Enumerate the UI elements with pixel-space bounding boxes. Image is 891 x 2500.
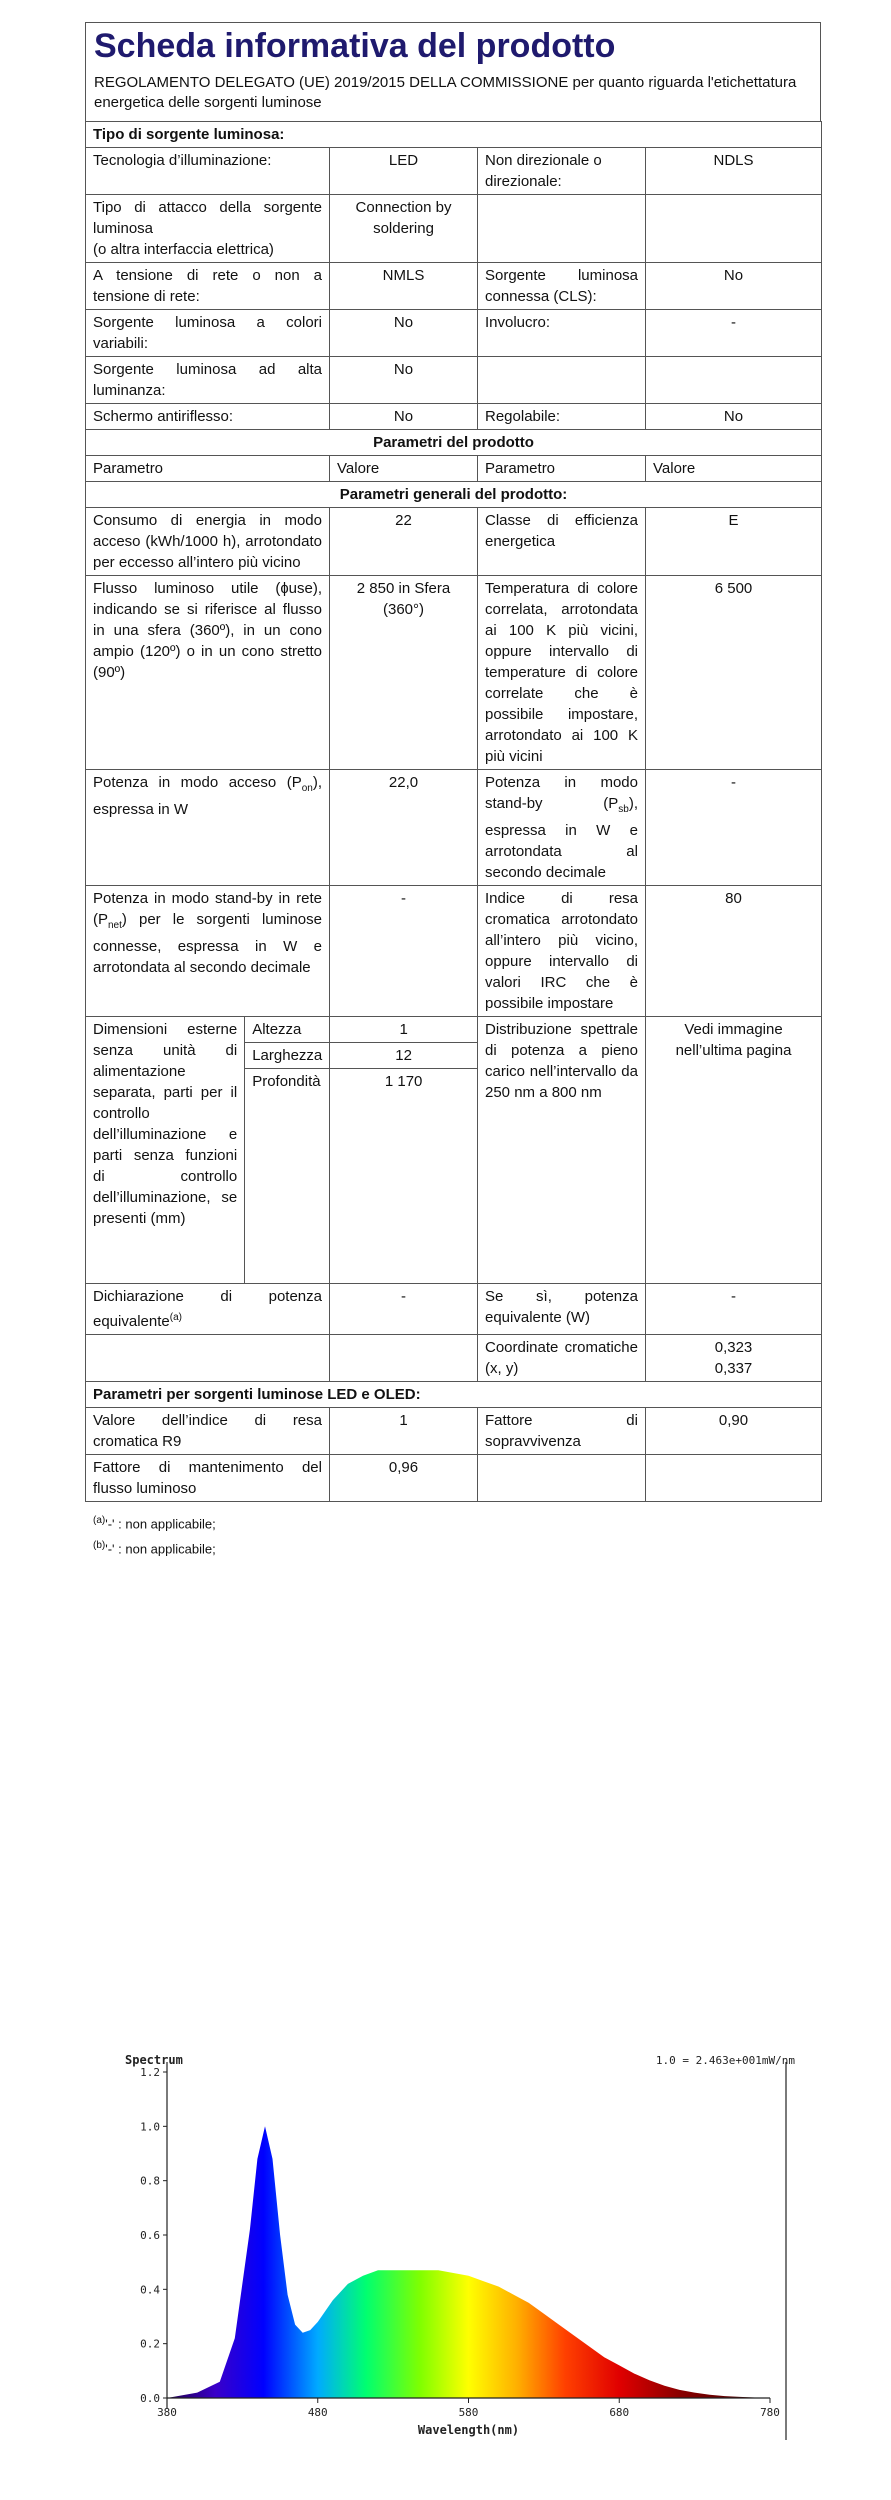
- x-tick-label: 680: [609, 2406, 630, 2419]
- footnote: [93, 1535, 821, 1560]
- section-row: [86, 482, 822, 508]
- param-label: Involucro:: [478, 310, 646, 357]
- param-label: [86, 886, 330, 1017]
- param-value: 22: [330, 508, 478, 576]
- param-label-note: (o altra interfaccia elettrica): [93, 241, 274, 258]
- param-value: -: [330, 886, 478, 1017]
- table-row: [86, 148, 822, 195]
- param-value: [646, 195, 822, 263]
- param-value: [646, 357, 822, 404]
- dimension-name: Profondità: [252, 1073, 321, 1090]
- param-value: No: [646, 263, 822, 310]
- param-label: Indice di resa cromatica arrotondato all’intero più vicino, oppure intervallo di valori IRC che è possibile impostare: [478, 886, 646, 1017]
- empty-cell: [646, 1455, 822, 1502]
- table-row: [86, 770, 822, 886]
- param-label: [478, 195, 646, 263]
- empty-cell: [478, 1455, 646, 1502]
- section-heading: Parametri del prodotto: [86, 430, 822, 456]
- section-heading: Parametri generali del prodotto:: [86, 482, 822, 508]
- column-header: Parametro: [478, 456, 646, 482]
- label-text: Potenza in modo stand-by (P: [485, 774, 638, 812]
- table-row: [86, 886, 822, 1017]
- table-row: [86, 1284, 822, 1335]
- regulation-subtitle: REGOLAMENTO DELEGATO (UE) 2019/2015 DELLA COMMISSIONE per quanto riguarda l'etichettatura energetica delle sorgenti luminose: [94, 74, 797, 111]
- footnote-ref: (a): [169, 1312, 182, 1323]
- column-header: Valore: [330, 456, 478, 482]
- param-label-main: Tipo di attacco della sorgente luminosa: [93, 199, 322, 237]
- param-value: Vedi immagine nell’ultima pagina: [646, 1017, 822, 1284]
- param-value: Connection by soldering: [330, 195, 478, 263]
- dimension-name: Altezza: [245, 1017, 330, 1043]
- section-heading: Parametri per sorgenti luminose LED e OLED:: [86, 1382, 822, 1408]
- param-value: 1: [330, 1408, 478, 1455]
- param-label: A tensione di rete o non a tensione di rete:: [86, 263, 330, 310]
- product-sheet: [85, 22, 821, 1561]
- param-value: -: [646, 310, 822, 357]
- page-title: Scheda informativa del prodotto: [94, 27, 616, 65]
- empty-cell: [330, 1335, 478, 1382]
- column-header-row: [86, 456, 822, 482]
- table-row: [86, 310, 822, 357]
- dimension-value: 1: [330, 1017, 477, 1043]
- param-label: Classe di efficienza energetica: [478, 508, 646, 576]
- param-label: Non direzionale o direzionale:: [478, 148, 646, 195]
- param-label: Sorgente luminosa ad alta luminanza:: [86, 357, 330, 404]
- param-value: -: [646, 770, 822, 886]
- param-value: 80: [646, 886, 822, 1017]
- param-label: Se sì, potenza equivalente (W): [478, 1284, 646, 1335]
- label-text: Dichiarazione di potenza equivalente: [93, 1288, 322, 1330]
- param-label: [86, 1284, 330, 1335]
- section-row: [86, 122, 822, 148]
- label-text: Potenza in modo acceso (P: [93, 774, 302, 791]
- table-row: [86, 357, 822, 404]
- table-row: [86, 1335, 822, 1382]
- y-tick-label: 1.0: [140, 2120, 160, 2134]
- table-row: [86, 195, 822, 263]
- chart-layer: [125, 2053, 795, 2440]
- chart-title: Spectrum: [125, 2053, 183, 2067]
- param-value: 0,96: [330, 1455, 478, 1502]
- table-row: [86, 404, 822, 430]
- param-value: E: [646, 508, 822, 576]
- spectrum-svg: [117, 2040, 803, 2440]
- x-tick-label: 380: [157, 2406, 177, 2419]
- param-label: Fattore di mantenimento del flusso luminoso: [86, 1455, 330, 1502]
- footnote-mark: (b): [93, 1540, 106, 1552]
- chroma-x: 0,323: [714, 1339, 753, 1356]
- spectrum-chart: [117, 2040, 803, 2440]
- param-label: Temperatura di colore correlata, arrotondata ai 100 K più vicini, oppure intervallo di temperature di colore correlate che è possibile impostare, arrotondato ai 100 K più vicini: [478, 576, 646, 770]
- chroma-y: 0,337: [714, 1360, 753, 1377]
- param-value: -: [646, 1284, 822, 1335]
- scale-note: 1.0 = 2.463e+001mW/nm: [655, 2054, 795, 2067]
- param-value: 0,90: [646, 1408, 822, 1455]
- param-label: [478, 357, 646, 404]
- footnote: [93, 1510, 821, 1535]
- param-value: 22,0: [330, 770, 478, 886]
- column-header: Valore: [646, 456, 822, 482]
- footnotes: [85, 1510, 821, 1561]
- param-value: No: [646, 404, 822, 430]
- dimensions-table: [86, 1017, 477, 1283]
- param-value: 2 850 in Sfera (360°): [330, 576, 478, 770]
- param-value: No: [330, 357, 478, 404]
- y-tick-label: 0.0: [140, 2392, 160, 2405]
- dimensions-cell: [86, 1017, 478, 1284]
- param-label: Fattore di sopravvivenza: [478, 1408, 646, 1455]
- label-subscript: net: [108, 920, 122, 931]
- dimension-value: 1 170: [330, 1069, 477, 1284]
- table-row: [86, 1455, 822, 1502]
- param-label: Coordinate cromatiche (x, y): [478, 1335, 646, 1382]
- param-label: Sorgente luminosa connessa (CLS):: [478, 263, 646, 310]
- label-text: ), espressa in W e arrotondata al secondo decimale: [485, 795, 638, 881]
- param-label: Regolabile:: [478, 404, 646, 430]
- param-value: 6 500: [646, 576, 822, 770]
- table-row: [86, 263, 822, 310]
- spec-table: [85, 121, 822, 1502]
- param-value: NMLS: [330, 263, 478, 310]
- label-subscript: on: [301, 783, 313, 794]
- param-label: Consumo di energia in modo acceso (kWh/1000 h), arrotondato per eccesso all’intero più vicino: [86, 508, 330, 576]
- x-tick-label: 480: [307, 2406, 328, 2419]
- param-label: Valore dell’indice di resa cromatica R9: [86, 1408, 330, 1455]
- y-tick-label: 1.2: [140, 2066, 160, 2079]
- y-tick-label: 0.2: [140, 2337, 160, 2351]
- section-row: [86, 430, 822, 456]
- param-label: Flusso luminoso utile (ɸuse), indicando se si riferisce al flusso in una sfera (360º), in un cono ampio (120º) o in un cono stretto (90º): [86, 576, 330, 770]
- param-label: [86, 770, 330, 886]
- label-text: ) per le sorgenti luminose connesse, espressa in W e arrotondata al secondo decimale: [93, 911, 322, 976]
- dimension-row: [86, 1017, 477, 1043]
- dimensions-label: Dimensioni esterne senza unità di alimentazione separata, parti per il controllo dell’illuminazione e parti senza funzioni di controllo dell’illuminazione, se presenti (mm): [86, 1017, 245, 1283]
- param-value: NDLS: [646, 148, 822, 195]
- param-label: Sorgente luminosa a colori variabili:: [86, 310, 330, 357]
- param-value: No: [330, 310, 478, 357]
- param-label: Schermo antiriflesso:: [86, 404, 330, 430]
- x-axis-label: Wavelength(nm): [417, 2423, 520, 2437]
- y-tick-label: 0.6: [140, 2229, 160, 2242]
- param-label: [478, 770, 646, 886]
- footnote-text: '-' : non applicabile;: [105, 1541, 216, 1557]
- param-label: [86, 195, 330, 263]
- x-tick-label: 780: [760, 2406, 780, 2419]
- param-value: -: [330, 1284, 478, 1335]
- table-row: [86, 508, 822, 576]
- param-value: No: [330, 404, 478, 430]
- label-text: Potenza in modo stand-by in rete (P: [93, 890, 322, 928]
- x-tick-label: 580: [458, 2406, 479, 2419]
- section-heading: Tipo di sorgente luminosa:: [86, 122, 822, 148]
- sheet-header: [85, 22, 821, 121]
- param-value: LED: [330, 148, 478, 195]
- label-subscript: sb: [618, 804, 629, 815]
- y-tick-label: 0.8: [140, 2174, 160, 2188]
- dimension-name: Larghezza: [245, 1043, 330, 1069]
- param-label: Tecnologia d’illuminazione:: [86, 148, 330, 195]
- label-text: ), espressa in W: [93, 774, 322, 818]
- y-tick-label: 0.4: [140, 2283, 160, 2297]
- column-header: Parametro: [86, 456, 330, 482]
- table-row: [86, 1408, 822, 1455]
- footnote-text: '-' : non applicabile;: [105, 1516, 216, 1532]
- section-row: [86, 1382, 822, 1408]
- footnote-mark: (a): [93, 1515, 106, 1526]
- table-row: [86, 1017, 822, 1284]
- param-label: Distribuzione spettrale di potenza a pieno carico nell’intervallo da 250 nm a 800 nm: [478, 1017, 646, 1284]
- dimension-value: 12: [330, 1043, 477, 1069]
- param-value: [646, 1335, 822, 1382]
- empty-cell: [86, 1335, 330, 1382]
- spectrum-area: [167, 2126, 770, 2398]
- table-row: [86, 576, 822, 770]
